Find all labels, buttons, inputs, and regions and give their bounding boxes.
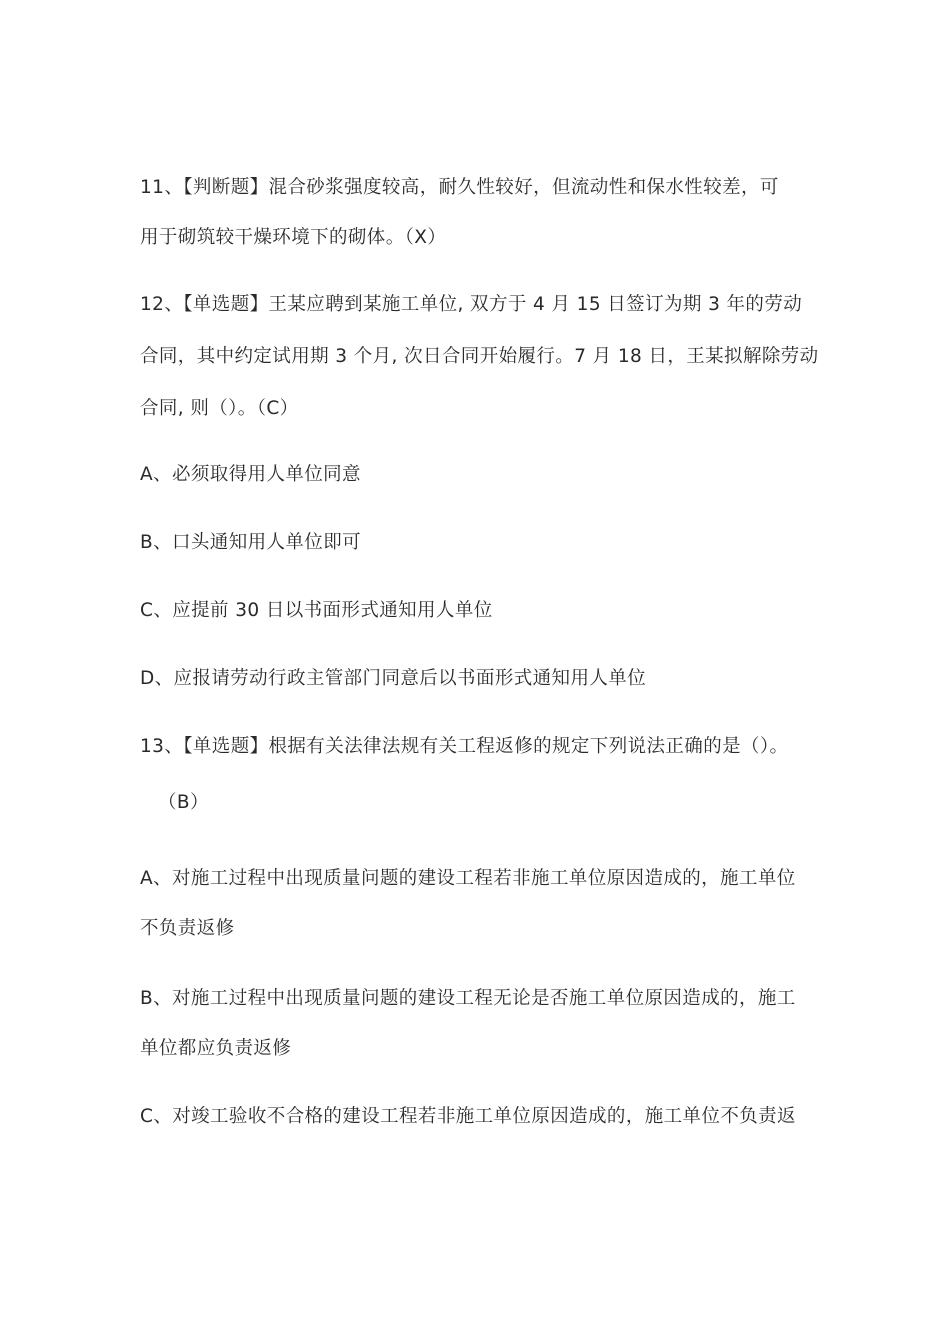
q11-line-2: 用于砌筑较干燥环境下的砌体。（X） [140, 227, 447, 248]
q13-line-1: 13、【单选题】根据有关法律法规有关工程返修的规定下列说法正确的是（）。 [140, 736, 789, 757]
q13-option-a-line-2: 不负责返修 [140, 918, 235, 939]
q13-option-a-line-1: A、对施工过程中出现质量问题的建设工程若非施工单位原因造成的，施工单位 [140, 868, 796, 889]
q11-line-1: 11、【判断题】混合砂浆强度较高，耐久性较好，但流动性和保水性较差，可 [140, 177, 779, 198]
q12-option-c: C、应提前 30 日以书面形式通知用人单位 [140, 600, 493, 621]
q13-answer: （B） [158, 792, 209, 813]
q12-option-b: B、口头通知用人单位即可 [140, 532, 361, 553]
q13-option-b-line-2: 单位都应负责返修 [140, 1038, 292, 1059]
q12-option-a: A、必须取得用人单位同意 [140, 464, 361, 485]
q12-line-2: 合同，其中约定试用期 3 个月, 次日合同开始履行。7 月 18 日，王某拟解除劳动 [140, 346, 819, 367]
q13-option-c-line-1: C、对竣工验收不合格的建设工程若非施工单位原因造成的，施工单位不负责返 [140, 1106, 796, 1127]
q13-option-b-line-1: B、对施工过程中出现质量问题的建设工程无论是否施工单位原因造成的，施工 [140, 988, 796, 1009]
q12-option-d: D、应报请劳动行政主管部门同意后以书面形式通知用人单位 [140, 668, 647, 689]
q12-line-1: 12、【单选题】王某应聘到某施工单位, 双方于 4 月 15 日签订为期 3 年的劳动 [140, 294, 803, 315]
q12-line-3: 合同, 则（）。（C） [140, 398, 299, 419]
